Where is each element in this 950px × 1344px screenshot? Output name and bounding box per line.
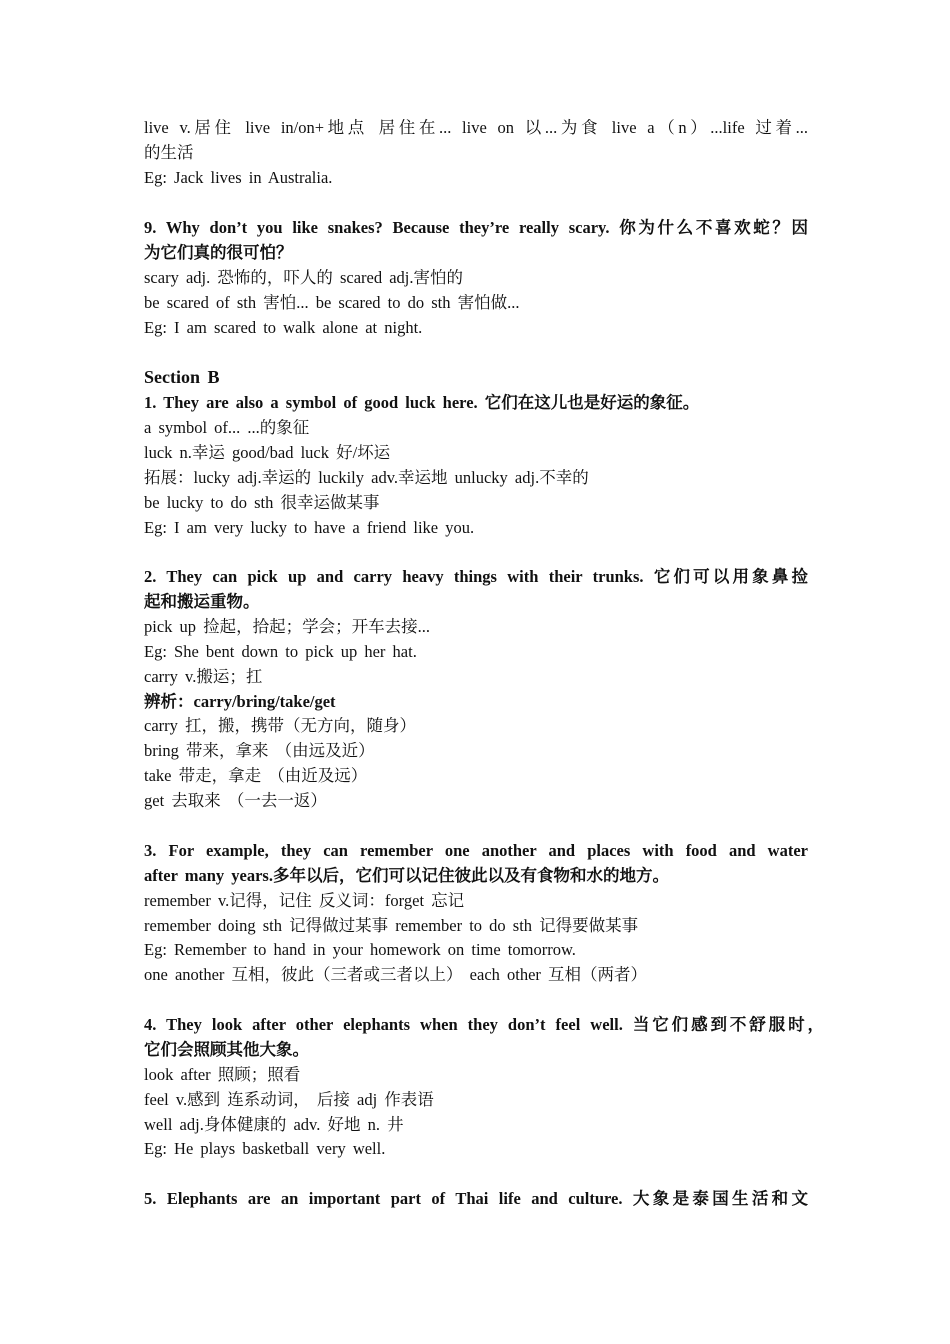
key-sentence: 起和搬运重物。 <box>144 592 260 611</box>
text-line: bring 带来，拿来 （由远及近） <box>144 741 375 760</box>
text-line: well adj.身体健康的 adv. 好地 n. 井 <box>144 1115 404 1134</box>
key-sentence: 为它们真的很可怕？ <box>144 243 293 262</box>
example-sentence: Eg: I am very lucky to have a friend like you. <box>144 518 475 537</box>
example-sentence: Eg: Jack lives in Australia. <box>144 168 333 187</box>
text-line: 的生活 <box>144 143 194 162</box>
text-line: scary adj. 恐怖的，吓人的 scared adj.害怕的 <box>144 268 464 287</box>
text-line: look after 照顾；照看 <box>144 1065 301 1084</box>
example-sentence: Eg: She bent down to pick up her hat. <box>144 642 417 661</box>
text-line: live v.居住 live in/on+地点 居住在... live on 以...为食 live a（n）...life 过着... <box>144 118 808 137</box>
text-line: be scared of sth 害怕... be scared to do sth 害怕做... <box>144 293 520 312</box>
text-line: carry v.搬运；扛 <box>144 667 263 686</box>
key-sentence: 它们会照顾其他大象。 <box>144 1040 309 1059</box>
example-sentence: Eg: Remember to hand in your homework on time tomorrow. <box>144 940 576 959</box>
text-line: 拓展：lucky adj.幸运的 luckily adv.幸运地 unlucky adj.不幸的 <box>144 468 589 487</box>
key-sentence: 9. Why don’t you like snakes? Because they’re really scary. 你为什么不喜欢蛇？因 <box>144 218 808 237</box>
text-line: pick up 捡起，拾起；学会；开车去接... <box>144 617 431 636</box>
section-heading: Section B <box>144 367 220 387</box>
text-line: feel v.感到 连系动词， 后接 adj 作表语 <box>144 1090 434 1109</box>
text-line: remember doing sth 记得做过某事 remember to do sth 记得要做某事 <box>144 916 639 935</box>
text-line: a symbol of... ...的象征 <box>144 418 310 437</box>
text-line: 辨析：carry/bring/take/get <box>144 692 336 711</box>
text-line: get 去取来 （一去一返） <box>144 791 327 810</box>
example-sentence: Eg: I am scared to walk alone at night. <box>144 318 423 337</box>
example-sentence: Eg: He plays basketball very well. <box>144 1139 386 1158</box>
text-line: one another 互相，彼此（三者或三者以上） each other 互相（两者） <box>144 965 648 984</box>
key-sentence: after many years.多年以后，它们可以记住彼此以及有食物和水的地方。 <box>144 866 669 885</box>
text-line: luck n.幸运 good/bad luck 好/坏运 <box>144 443 391 462</box>
key-sentence: 4. They look after other elephants when they don’t feel well. 当它们感到不舒服时， <box>144 1015 824 1034</box>
key-sentence: 3. For example, they can remember one another and places with food and water <box>144 841 808 860</box>
text-line: be lucky to do sth 很幸运做某事 <box>144 493 380 512</box>
text-line: remember v.记得，记住 反义词：forget 忘记 <box>144 891 465 910</box>
key-sentence: 1. They are also a symbol of good luck here. 它们在这儿也是好运的象征。 <box>144 393 700 412</box>
text-line: take 带走，拿走 （由近及远） <box>144 766 368 785</box>
text-line: carry 扛，搬，携带（无方向，随身） <box>144 716 417 735</box>
key-sentence: 5. Elephants are an important part of Thai life and culture. 大象是泰国生活和文 <box>144 1189 808 1208</box>
key-sentence: 2. They can pick up and carry heavy things with their trunks. 它们可以用象鼻捡 <box>144 567 808 586</box>
